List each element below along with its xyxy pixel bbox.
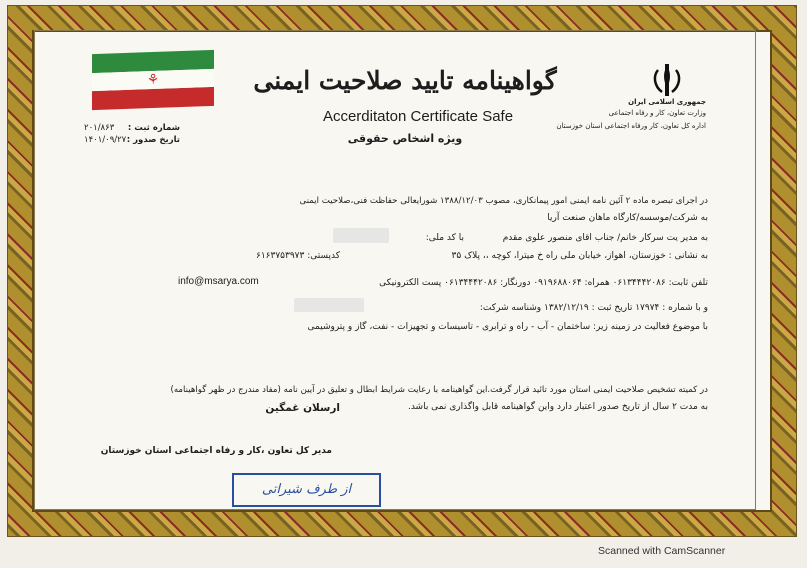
signatory-name: ارسلان غمگین xyxy=(265,402,340,414)
issue-date-label: تاریخ صدور : xyxy=(126,135,180,145)
redacted-national-id xyxy=(333,228,389,243)
camscanner-watermark: Scanned with CamScanner xyxy=(598,545,726,557)
ministry-line-1: جمهوری اسلامی ایران xyxy=(628,98,706,106)
body-line-3a: به مدیر یت سرکار خانم/ جناب اقای منصور علوی مقدم xyxy=(502,233,708,243)
email-address: info@msarya.com xyxy=(178,276,259,287)
ministry-line-3: اداره کل تعاون، کار ورفاه اجتماعی استان خوزستان xyxy=(556,122,706,130)
address-line: به نشانی : خوزستان، اهواز، خیابان ملی راه خ میترا، کوچه ،، پلاک ۳۵ xyxy=(451,251,708,261)
subtitle-legal-entities: ویژه اشخاص حقوقی xyxy=(347,132,463,145)
iran-flag-icon: ⚘ xyxy=(92,50,214,110)
signature-stamp: از طرف شیراتی xyxy=(232,473,381,507)
issue-date-value: ۱۴۰۱/۰۹/۲۷ xyxy=(84,135,127,145)
national-id-label: با کد ملی: xyxy=(425,233,464,243)
signatory-title: مدیر کل تعاون ،کار و رفاه اجتماعی استان خوزستان xyxy=(100,446,332,456)
reg-number-value: ۲۰۱/۸۶۳ xyxy=(84,123,115,133)
title-english: Accerditaton Certificate Safe xyxy=(322,108,514,125)
activity-line: با موضوع فعالیت در زمینه زیر: ساختمان - آب - راه و ترابری - تاسیسات و تجهیزات - نفت، گاز و پتروشیمی xyxy=(307,322,708,332)
postal-code: کدپستی: ۶۱۶۳۷۵۳۹۷۳ xyxy=(256,251,340,261)
redacted-company-id xyxy=(294,298,364,312)
reg-number-label: شماره ثبت : xyxy=(127,123,180,133)
approval-line-1: در کمیته تشخیص صلاحیت ایمنی استان مورد تائید قرار گرفت.این گواهینامه با رعایت شرایط ابطال و تعلیق در آیین نامه (مفاد مندرج در ظهر گواهینامه) xyxy=(170,385,708,395)
iran-emblem-icon xyxy=(648,62,686,98)
ministry-line-2: وزارت تعاون، کار و رفاه اجتماعی xyxy=(608,109,706,117)
registration-line: و با شماره : ۱۷۹۷۴ تاریخ ثبت : ۱۳۸۲/۱۲/۱۹ وشناسه شرکت: xyxy=(479,303,708,313)
body-line-1: در اجرای تبصره ماده ۲ آئین نامه ایمنی امور پیمانکاری، مصوب ۱۳۸۸/۱۲/۰۳ شورایعالی حفاظت فنی،صلاحیت ایمنی xyxy=(299,196,708,206)
phone-line: تلفن ثابت: ۰۶۱۳۴۴۴۲۰۸۶ همراه: ۰۹۱۹۶۸۸۰۶۴ دورنگار: ۰۶۱۳۴۴۴۲۰۸۶ پست الکترونیکی xyxy=(379,278,708,288)
title-persian: گواهینامه تایید صلاحیت ایمنی xyxy=(253,66,557,95)
body-line-2: به شرکت/موسسه/کارگاه ماهان صنعت آریا xyxy=(547,213,708,223)
approval-line-2: به مدت ۲ سال از تاریخ صدور اعتبار دارد واین گواهینامه قابل واگذاری نمی باشد. xyxy=(407,402,708,412)
